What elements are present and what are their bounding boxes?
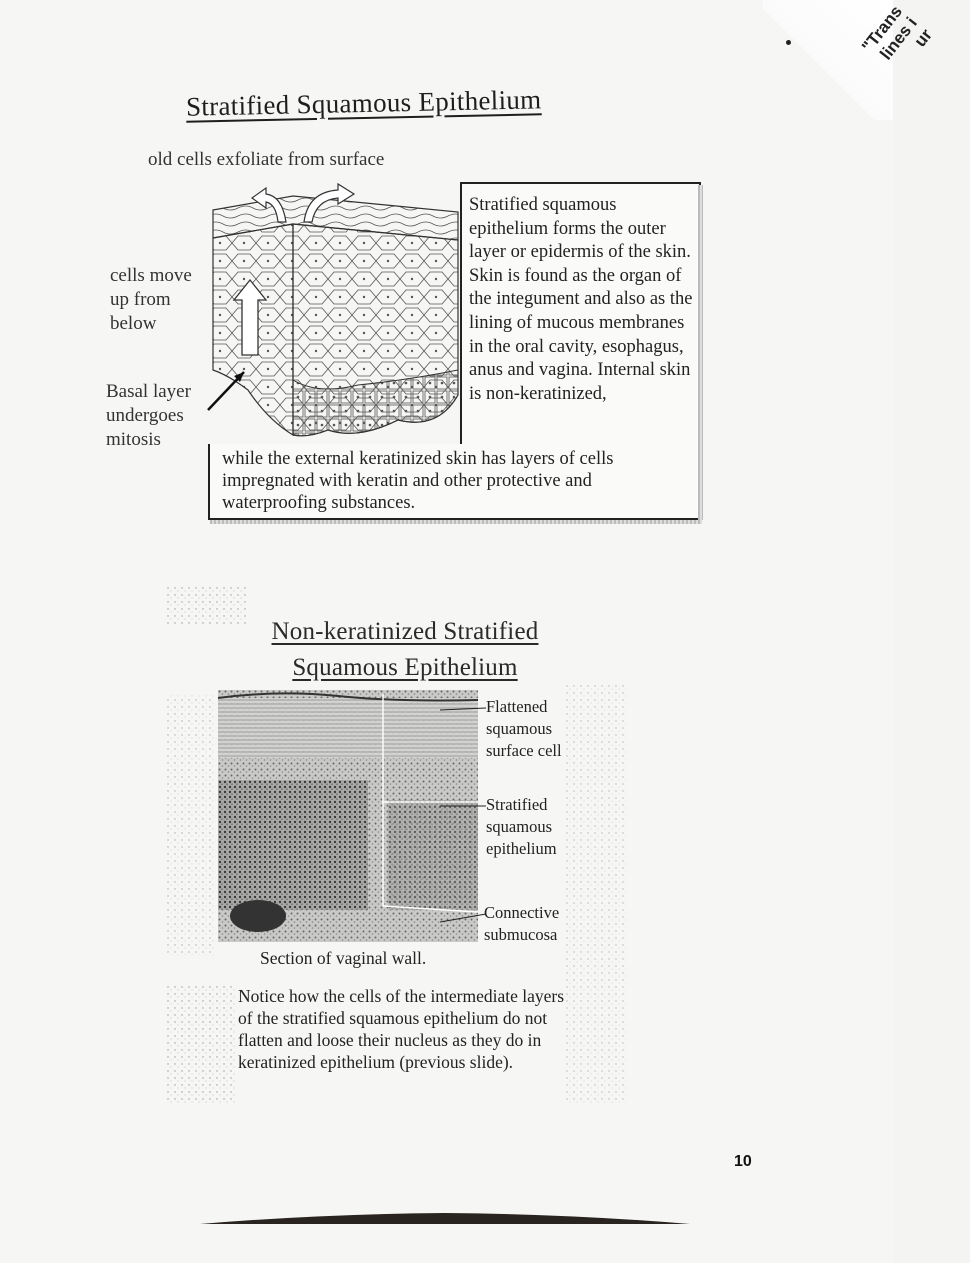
page-corner-fold [763, 0, 936, 120]
page-number: 10 [734, 1153, 752, 1170]
label-stratified-epithelium: Stratified squamous epithelium [486, 795, 557, 858]
description-text-continued: while the external keratinized skin has layers of cells impregnated with keratin and other protective and waterproofing substances. [222, 449, 614, 513]
corner-note: "Trans lines i ur [858, 2, 936, 64]
description-text: Stratified squamous epithelium forms the outer layer or epidermis of the skin. Skin is found as the organ of the integument and also as the lining of mucous membranes in the oral cavity, esophagus, anus and vagina. Internal skin is non-keratinized, [469, 195, 693, 404]
label-cells-move: cells move up from below [110, 265, 192, 334]
slide2-title-line2: Squamous Epithelium [292, 654, 518, 681]
label-connective-submucosa: Connective submucosa [484, 903, 560, 944]
scan-edge-shadow [200, 1212, 690, 1226]
label-basal-layer: Basal layer undergoes mitosis [106, 381, 191, 450]
bullet-dot [786, 40, 791, 45]
micrograph-caption: Section of vaginal wall. [260, 948, 427, 968]
box-shadow-bottom [210, 520, 702, 524]
description-box [460, 182, 701, 446]
description-box-continued [208, 444, 701, 520]
epithelium-diagram [208, 180, 463, 445]
label-exfoliate: old cells exfoliate from surface [148, 149, 385, 170]
slide1-title: Stratified Squamous Epithelium [185, 84, 542, 122]
slide2-note: Notice how the cells of the intermediate layers of the stratified squamous epithelium do not flatten and loose their nucleus as they do in keratinized epithelium (previous slide). [238, 986, 565, 1072]
scan-noise [166, 585, 626, 1115]
box-shadow-right [698, 185, 703, 520]
label-flattened-cell: Flattened squamous surface cell [486, 697, 562, 760]
slide2-title-line1: Non-keratinized Stratified [271, 618, 539, 645]
